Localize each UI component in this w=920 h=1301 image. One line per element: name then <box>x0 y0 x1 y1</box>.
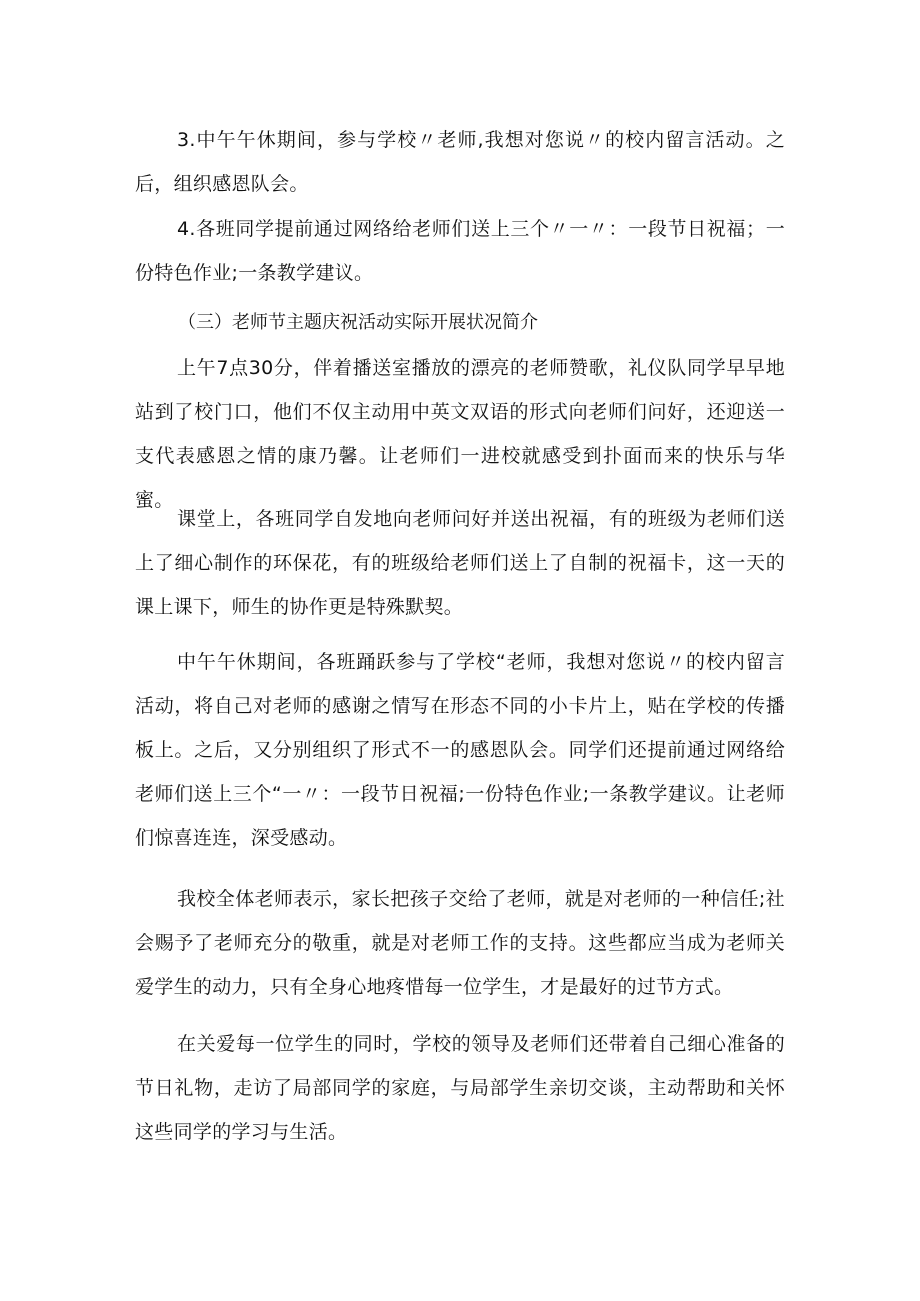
paragraph-morning: 上午7点30分，伴着播送室播放的漂亮的老师赞歌，礼仪队同学早早地站到了校门口，他们不仅主动用中英文双语的形式向老师们问好，还迎送一支代表感恩之情的康乃馨。让老师们一进校就感受到扑面而来的快乐与华蜜。 <box>135 357 785 511</box>
paragraph-classroom: 课堂上，各班同学自发地向老师问好并送出祝福，有的班级为老师们送上了细心制作的环保花，有的班级给老师们送上了自制的祝福卡，这一天的课上课下，师生的协作更是特殊默契。 <box>135 508 785 618</box>
paragraph-teachers: 我校全体老师表示，家长把孩子交给了老师，就是对老师的一种信任;社会赐予了老师充分的敬重，就是对老师工作的支持。这些都应当成为老师关爱学生的动力，只有全身心地疼惜每一位学生，才是最好的过节方式。 <box>135 888 785 998</box>
list-item-text: .各班同学提前通过网络给老师们送上三个〃一〃：一段节日祝福；一份特色作业;一条教学建议。 <box>135 218 785 284</box>
list-item-3 <box>135 118 785 206</box>
list-item-text: .中午午休期间，参与学校〃老师,我想对您说〃的校内留言活动。之后，组织感恩队会。 <box>135 129 785 195</box>
list-item-number: 3 <box>177 129 190 151</box>
section-heading: （三）老师节主题庆祝活动实际开展状况简介 <box>178 312 538 333</box>
list-item-4 <box>135 207 785 295</box>
paragraph-noon: 中午午休期间，各班踊跃参与了学校“老师，我想对您说〃的校内留言活动，将自己对老师的感谢之情写在形态不同的小卡片上，贴在学校的传播板上。之后，又分别组织了形式不一的感恩队会。同学们还提前通过网络给老师们送上三个“一〃：一段节日祝福;一份特色作业;一条教学建议。让老师们惊喜连连，深受感动。 <box>135 651 785 849</box>
paragraph-visits: 在关爱每一位学生的同时，学校的领导及老师们还带着自己细心准备的节日礼物，走访了局部同学的家庭，与局部学生亲切交谈，主动帮助和关怀这些同学的学习与生活。 <box>135 1033 785 1143</box>
list-item-number: 4 <box>177 218 190 240</box>
